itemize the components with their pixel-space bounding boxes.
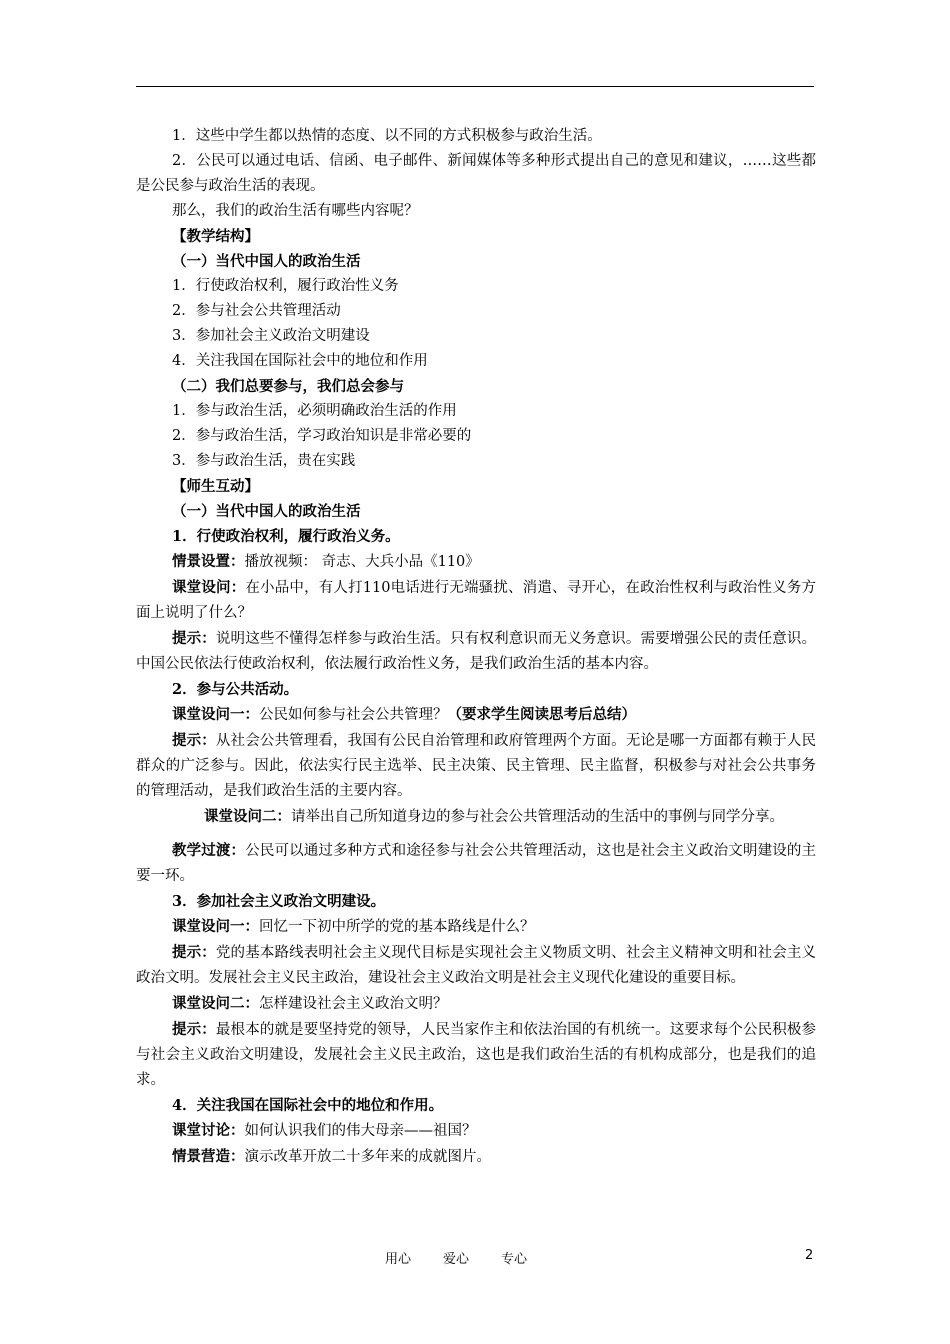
section-heading: （一）当代中国人的政治生活 <box>172 503 361 520</box>
section-heading: 2．参与公共活动。 <box>172 681 299 698</box>
line-label: 课堂讨论： <box>172 1122 245 1139</box>
section-heading: 3．参加社会主义政治文明建设。 <box>172 893 386 910</box>
paragraph-line <box>136 702 816 728</box>
paragraph-line <box>136 940 816 991</box>
line-text: 如何认识我们的伟大母亲——祖国？ <box>244 1123 477 1139</box>
document-body <box>136 124 816 1170</box>
section-heading: （二）我们总要参与，我们总会参与 <box>172 378 404 395</box>
paragraph-line <box>136 838 816 889</box>
footer-motto <box>385 1248 559 1267</box>
line-text: 3．参与政治生活，贵在实践 <box>172 453 356 469</box>
paragraph-line <box>136 324 816 349</box>
paragraph-line <box>136 224 816 249</box>
line-label: 情景设置： <box>172 553 245 570</box>
paragraph-line <box>136 1093 816 1118</box>
line-label: 课堂设问： <box>172 579 246 596</box>
section-heading: （一）当代中国人的政治生活 <box>172 253 361 270</box>
line-text: 说明这些不懂得怎样参与政治生活。只有权利意识而无义务意识。需要增强公民的责任意识。中国公民依法行使政治权利，依法履行政治性义务，是我们政治生活的基本内容。 <box>136 631 816 672</box>
line-text: 演示改革开放二十多年来的成就图片。 <box>244 1149 491 1165</box>
line-label: 情景营造： <box>172 1148 245 1165</box>
paragraph-line <box>136 1144 816 1170</box>
paragraph-line <box>136 677 816 702</box>
paragraph-line <box>136 399 816 424</box>
line-text: 1．参与政治生活，必须明确政治生活的作用 <box>172 403 457 419</box>
footer-motto-1: 用心 <box>385 1252 412 1267</box>
paragraph-line <box>136 914 816 940</box>
footer-motto-2: 爱心 <box>443 1252 470 1267</box>
line-text: 那么，我们的政治生活有哪些内容呢？ <box>172 203 419 219</box>
paragraph-line <box>136 549 816 575</box>
line-text: 回忆一下初中所学的党的基本路线是什么？ <box>259 919 535 935</box>
line-text: 2．参与社会公共管理活动 <box>172 303 341 319</box>
line-label: 提示： <box>172 630 216 647</box>
paragraph-line <box>136 249 816 274</box>
section-heading: 4．关注我国在国际社会中的地位和作用。 <box>172 1097 444 1114</box>
paragraph-line <box>136 1017 816 1093</box>
line-text: 1．这些中学生都以热情的态度、以不同的方式积极参与政治生活。 <box>172 128 602 144</box>
paragraph-line <box>136 374 816 399</box>
line-label: 课堂设问一： <box>172 706 259 723</box>
paragraph-line <box>136 889 816 914</box>
line-text: 公民可以通过多种方式和途径参与社会公共管理活动，这也是社会主义政治文明建设的主要一环。 <box>136 843 817 884</box>
line-text: 播放视频： 奇志、大兵小品《110》 <box>244 554 480 570</box>
paragraph-line <box>136 474 816 499</box>
paragraph-line <box>136 524 816 549</box>
paragraph-line <box>136 626 816 677</box>
line-text: 1．行使政治权利，履行政治性义务 <box>172 278 399 294</box>
paragraph-line <box>136 199 816 224</box>
section-heading: 【教学结构】 <box>172 228 259 245</box>
line-text: 请举出自己所知道身边的参与社会公共管理活动的生活中的事例与同学分享。 <box>291 809 784 825</box>
line-text: 在小品中，有人打110电话进行无端骚扰、消遣、寻开心，在政治性权利与政治性义务方面上说明了什么？ <box>136 580 816 621</box>
footer-motto-3: 专心 <box>501 1252 528 1267</box>
line-text: 4．关注我国在国际社会中的地位和作用 <box>172 353 428 369</box>
line-text: 公民如何参与社会公共管理？ <box>259 707 448 723</box>
section-heading: 【师生互动】 <box>172 478 259 495</box>
line-text: 从社会公共管理看，我国有公民自治管理和政府管理两个方面。无论是哪一方面都有赖于人民群众的广泛参与。因此，依法实行民主选举、民主决策、民主管理、民主监督，积极参与对社会公共事务的管理活动，是我们政治生活的主要内容。 <box>136 733 816 799</box>
paragraph-line <box>136 804 816 830</box>
line-note: （要求学生阅读思考后总结） <box>447 706 636 723</box>
paragraph-line <box>136 149 816 199</box>
paragraph-line <box>136 349 816 374</box>
line-text: 3．参加社会主义政治文明建设 <box>172 328 370 344</box>
paragraph-line <box>136 575 816 626</box>
line-text: 党的基本路线表明社会主义现代目标是实现社会主义物质文明、社会主义精神文明和社会主义政治文明。发展社会主义民主政治，建设社会主义政治文明是社会主义现代化建设的重要目标。 <box>136 945 816 986</box>
section-heading: 1．行使政治权利，履行政治义务。 <box>172 528 400 545</box>
paragraph-line <box>136 274 816 299</box>
line-label: 课堂设问二： <box>204 808 291 825</box>
line-label: 教学过渡： <box>172 842 246 859</box>
paragraph-line <box>136 1118 816 1144</box>
line-label: 课堂设问二： <box>172 995 259 1012</box>
page-number: 2 <box>805 1248 814 1263</box>
paragraph-line <box>136 728 816 804</box>
paragraph-line <box>136 449 816 474</box>
paragraph-line <box>136 424 816 449</box>
paragraph-line <box>136 124 816 149</box>
paragraph-line <box>136 299 816 324</box>
paragraph-line <box>136 991 816 1017</box>
line-text: 最根本的就是要坚持党的领导，人民当家作主和依法治国的有机统一。这要求每个公民积极参与社会主义政治文明建设，发展社会主义民主政治，这也是我们政治生活的有机构成部分，也是我们的追求。 <box>136 1022 816 1088</box>
line-text: 怎样建设社会主义政治文明？ <box>259 996 448 1012</box>
line-text: 2．公民可以通过电话、信函、电子邮件、新闻媒体等多种形式提出自己的意见和建议，……这些都是公民参与政治生活的表现。 <box>136 153 816 194</box>
line-label: 提示： <box>172 732 216 749</box>
line-label: 提示： <box>172 944 216 961</box>
line-label: 提示： <box>172 1021 216 1038</box>
line-label: 课堂设问一： <box>172 918 259 935</box>
line-text: 2．参与政治生活，学习政治知识是非常必要的 <box>172 428 472 444</box>
paragraph-line <box>136 499 816 524</box>
header-rule <box>136 86 814 87</box>
